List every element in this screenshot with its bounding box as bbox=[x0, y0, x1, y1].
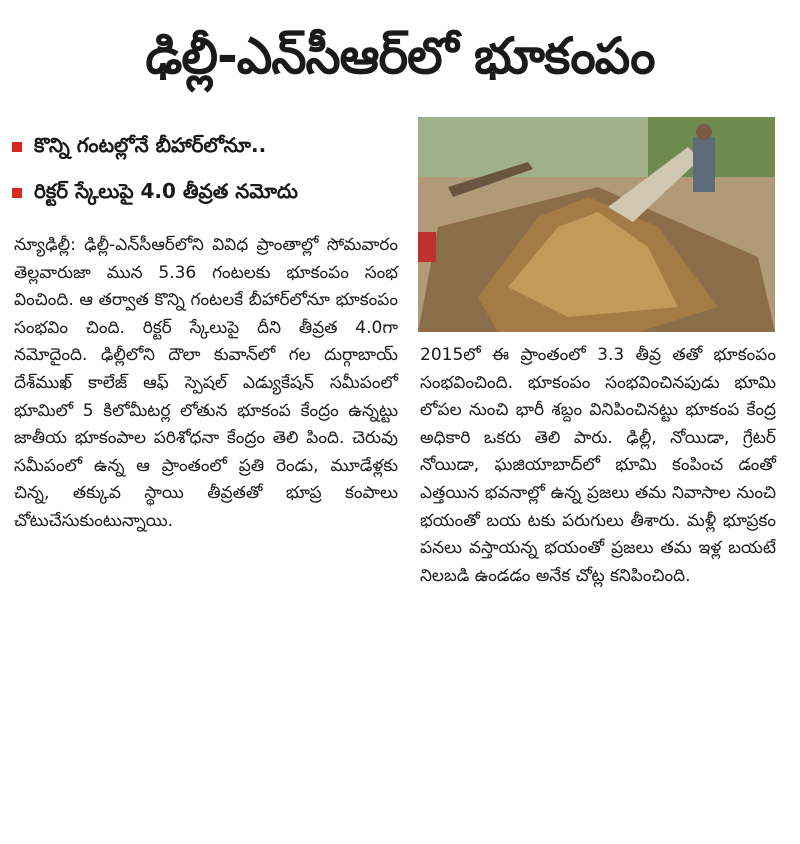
article-column-left bbox=[14, 232, 398, 536]
article-paragraph: 2015లో ఈ ప్రాంతంలో 3.3 తీవ్ర తతో భూకంపం సంభవించింది. భూకంపం సంభవించినపుడు భూమి లోపల నుంచి భారీ శబ్దం వినిపించినట్టు భూకంప కేంద్ర అధికారి ఒకరు తెలి పారు. ఢిల్లీ, నోయిడా, గ్రేటర్ నోయిడా, ఘజియాబాద్‌లో భూమి కంపించ డంతో ఎత్తయిన భవనాల్లో ఉన్న ప్రజలు తమ నివాసాల నుంచి భయంతో బయ టకు పరుగులు తీశారు. మళ్లీ భూప్రకం పనలు వస్తాయన్న భయంతో ప్రజలు తమ ఇళ్ల బయటే నిలబడి ఉండడం అనేక చోట్ల కనిపించింది. bbox=[420, 345, 776, 586]
square-bullet-icon bbox=[12, 188, 22, 198]
article-paragraph: న్యూఢిల్లీ: ఢిల్లీ-ఎన్‌సీఆర్‌లోని వివిధ ప్రాంతాల్లో సోమవారం తెల్లవారుజా మున 5.36 గంటలకు భూకంపం సంభ వించింది. ఆ తర్వాత కొన్ని గంటలకే బీహార్‌లోనూ భూకంపం సంభవిం చింది. రిక్టర్ స్కేలుపై దీని తీవ్రత 4.0గా నమోదైంది. ఢిల్లీలోని దౌలా కువాన్‌లో గల దుర్గాబాయ్ దేశ్‌ముఖ్ కాలేజ్ ఆఫ్ స్పెషల్ ఎడ్యుకేషన్ సమీపంలో భూమిలో 5 కిలోమీటర్ల లోతున భూకంప కేంద్రం ఉన్నట్టు జాతీయ భూకంపాల పరిశోధనా కేంద్రం తెలి పింది. చెరువు సమీపంలో ఉన్న ఆ ప్రాంతంలో ప్రతి రెండు, మూడేళ్లకు చిన్న, తక్కువ స్థాయి తీవ్రతతో భూప్ర కంపాలు చోటుచేసుకుంటున్నాయి. bbox=[14, 235, 398, 531]
bullet-item bbox=[12, 170, 408, 216]
bullet-item bbox=[12, 124, 408, 170]
earthquake-photo bbox=[418, 117, 775, 332]
square-bullet-icon bbox=[12, 142, 22, 152]
earthquake-photo-icon bbox=[418, 117, 775, 332]
article-column-right bbox=[420, 342, 776, 590]
headline: ఢిల్లీ-ఎన్‌సీఆర్‌లో భూకంపం bbox=[145, 27, 655, 85]
bullet-text: కొన్ని గంటల్లోనే బీహార్‌లోనూ.. bbox=[34, 132, 267, 157]
bullet-list bbox=[12, 124, 408, 216]
bullet-text: రిక్టర్ స్కేలుపై 4.0 తీవ్రత నమోదు bbox=[34, 178, 298, 203]
